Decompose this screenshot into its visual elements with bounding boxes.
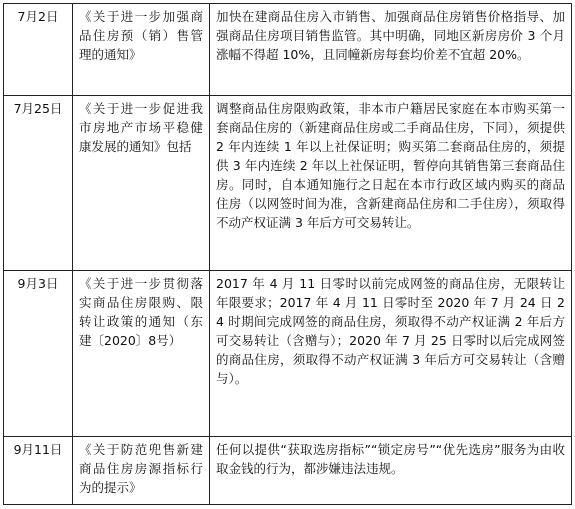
policy-content-cell: 任何以提供“获取选房指标”“锁定房号”“优先选房”服务为由收取金钱的行为，都涉嫌违法违规。 bbox=[210, 437, 572, 505]
document-title-cell: 《关于进一步加强商品住房预（销）售管理的通知》 bbox=[73, 4, 210, 96]
policy-content-cell: 加快在建商品住房入市销售、加强商品住房销售价格指导、加强商品住房项目销售监管。其中明确，同地区新房房价 3 个月涨幅不得超 10%，且同幢新房每套均价差不宜超 20%。 bbox=[210, 4, 572, 96]
document-title-cell: 《关于进一步促进我市房地产市场平稳健康发展的通知》包括 bbox=[73, 96, 210, 271]
policy-table bbox=[3, 3, 572, 505]
date-cell: 9月3日 bbox=[4, 271, 73, 437]
date-cell: 7月2日 bbox=[4, 4, 73, 96]
policy-content-cell: 调整商品住房限购政策，非本市户籍居民家庭在本市购买第一套商品住房的（新建商品住房或二手商品住房，下同），须提供 2 年内连续 1 年以上社保证明；购买第二套商品住房的，须提供 3 年内连续 2 年以上社保证明，暂停向其销售第三套商品住房。同时，自本通知施行之日起在本市行政区域内购买的商品住房（以网签时间为准，含新建商品住房和二手住房），须取得不动产权证满 3 年后方可交易转让。 bbox=[210, 96, 572, 271]
table-row bbox=[4, 437, 572, 505]
document-title-cell: 《关于防范兜售新建商品住房房源指标行为的提示》 bbox=[73, 437, 210, 505]
date-cell: 9月11日 bbox=[4, 437, 73, 505]
document-title-cell: 《关于进一步贯彻落实商品住房限购、限转让政策的通知（东建〔2020〕8号） bbox=[73, 271, 210, 437]
table-row bbox=[4, 4, 572, 96]
policy-content-cell: 2017 年 4 月 11 日零时以前完成网签的商品住房，无限转让年限要求；2017 年 4 月 11 日零时至 2020 年 7 月 24 日 24 时期间完成网签的商品住房，须取得不动产权证满 2 年后方可交易转让（含赠与）；2020 年 7 月 25 日零时以后完成网签的商品住房，须取得不动产权证满 3 年后方可交易转让（含赠与）。 bbox=[210, 271, 572, 437]
date-cell: 7月25日 bbox=[4, 96, 73, 271]
table-row bbox=[4, 271, 572, 437]
table-row bbox=[4, 96, 572, 271]
